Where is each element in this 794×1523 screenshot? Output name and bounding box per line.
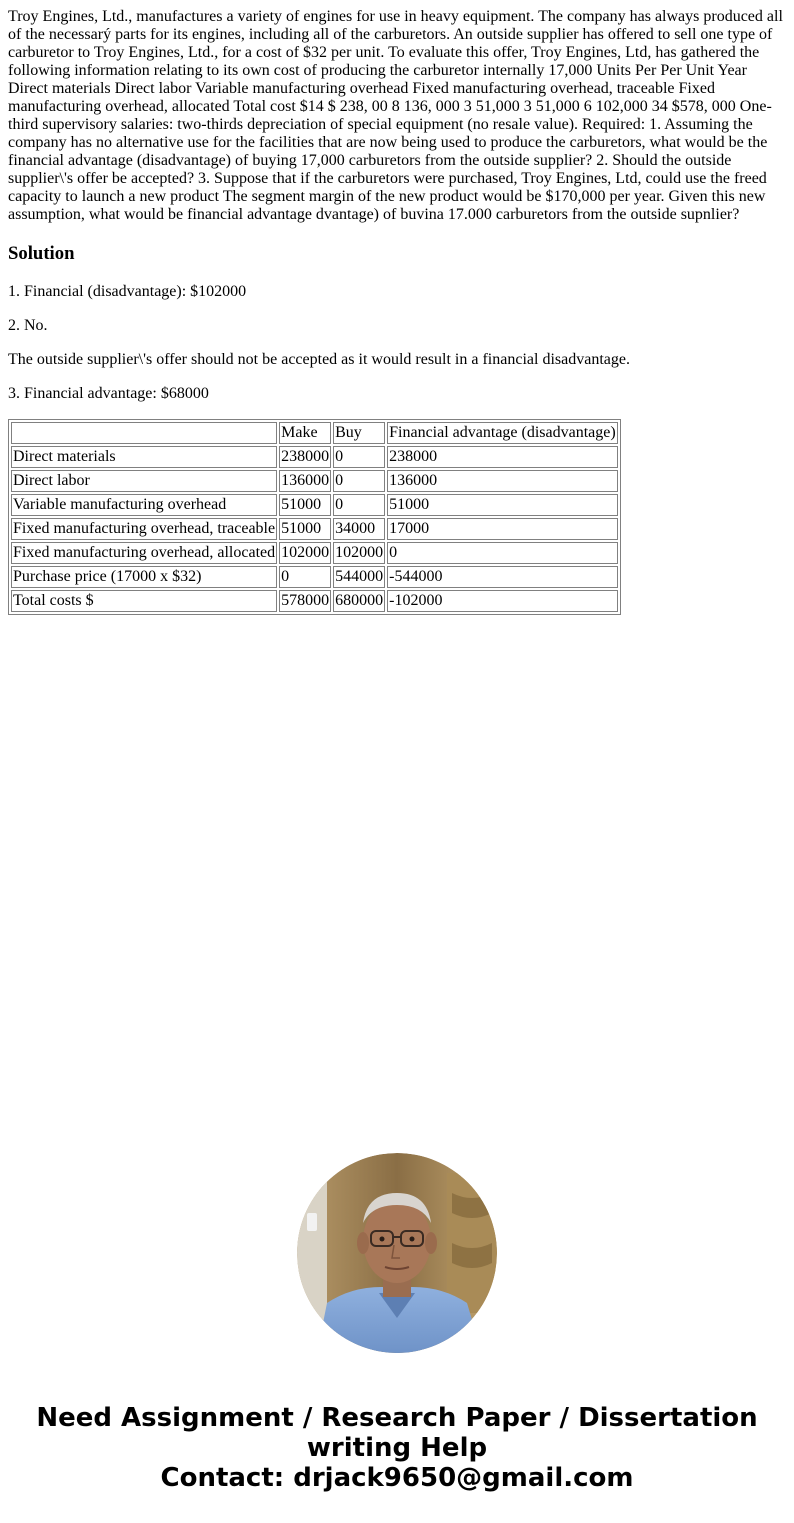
promo-banner	[0, 1403, 794, 1493]
table-cell: 680000	[333, 590, 385, 612]
promo-line-2: writing Help	[306, 1433, 488, 1463]
table-row	[11, 542, 618, 564]
table-header-row	[11, 422, 618, 444]
table-cell: 0	[333, 470, 385, 492]
promo-line-1: Need Assignment / Research Paper / Dissertation	[36, 1403, 758, 1433]
answer-2: 2. No.	[8, 317, 48, 334]
table-cell: Fixed manufacturing overhead, allocated	[11, 542, 277, 564]
table-cell: 238000	[279, 446, 331, 468]
table-cell: 51000	[279, 494, 331, 516]
table-cell: Direct materials	[11, 446, 277, 468]
table-cell: 102000	[279, 542, 331, 564]
table-cell: 0	[279, 566, 331, 588]
table-row	[11, 566, 618, 588]
table-row	[11, 446, 618, 468]
table-cell: 51000	[387, 494, 618, 516]
table-cell: Variable manufacturing overhead	[11, 494, 277, 516]
table-cell: 136000	[387, 470, 618, 492]
answer-3: 3. Financial advantage: $68000	[8, 385, 209, 402]
table-header-cell	[11, 422, 277, 444]
table-cell: -544000	[387, 566, 618, 588]
table-header-cell: Financial advantage (disadvantage)	[387, 422, 618, 444]
author-portrait-image	[297, 1153, 497, 1353]
table-row	[11, 590, 618, 612]
table-cell: 136000	[279, 470, 331, 492]
table-row	[11, 494, 618, 516]
answer-1: 1. Financial (disadvantage): $102000	[8, 283, 247, 300]
table-cell: 544000	[333, 566, 385, 588]
table-cell: 51000	[279, 518, 331, 540]
table-cell: 238000	[387, 446, 618, 468]
table-cell: 102000	[333, 542, 385, 564]
table-cell: Purchase price (17000 x $32)	[11, 566, 277, 588]
table-cell: -102000	[387, 590, 618, 612]
table-cell: Fixed manufacturing overhead, traceable	[11, 518, 277, 540]
table-cell: 0	[387, 542, 618, 564]
cost-comparison-table	[8, 419, 621, 615]
table-cell: 0	[333, 494, 385, 516]
question-text: Troy Engines, Ltd., manufactures a variety of engines for use in heavy equipment. The company has always produced all of the necessarý parts for its engines, including all of the carburetors. An outside supplier has offered to sell one type of carburetor to Troy Engines, Ltd., for a cost of $32 per unit. To evaluate this offer, Troy Engines, Ltd, has gathered the following information relating to its own cost of producing the carburetor internally 17,000 Units Per Per Unit Year Direct materials Direct labor Variable manufacturing overhead Fixed manufacturing overhead, traceable Fixed manufacturing overhead, allocated Total cost $14 $ 238, 00 8 136, 000 3 51,000 3 51,000 6 102,000 34 $578, 000 One-third supervisory salaries: two-thirds depreciation of special equipment (no resale value). Required: 1. Assuming the company has no alternative use for the facilities that are now being used to produce the carburetors, what would be the financial advantage (disadvantage) of buying 17,000 carburetors from the outside supplier? 2. Should the outside supplier\'s offer be accepted? 3. Suppose that if the carburetors were purchased, Troy Engines, Ltd, could use the freed capacity to launch a new product The segment margin of the new product would be $170,000 per year. Given this new assumption, what would be financial advantage dvantage) of buvina 17.000 carburetors from the outside supnlier?	[8, 8, 783, 223]
solution-heading: Solution	[8, 243, 75, 264]
table-row	[11, 470, 618, 492]
table-cell: Total costs $	[11, 590, 277, 612]
table-cell: 0	[333, 446, 385, 468]
table-cell: Direct labor	[11, 470, 277, 492]
answer-explanation: The outside supplier\'s offer should not be accepted as it would result in a financial disadvantage.	[8, 351, 630, 368]
author-avatar	[297, 1153, 497, 1353]
table-cell: 578000	[279, 590, 331, 612]
promo-contact: Contact: drjack9650@gmail.com	[160, 1463, 634, 1493]
document-content	[8, 8, 786, 615]
table-cell: 34000	[333, 518, 385, 540]
table-header-cell: Make	[279, 422, 331, 444]
table-cell: 17000	[387, 518, 618, 540]
table-header-cell: Buy	[333, 422, 385, 444]
table-row	[11, 518, 618, 540]
